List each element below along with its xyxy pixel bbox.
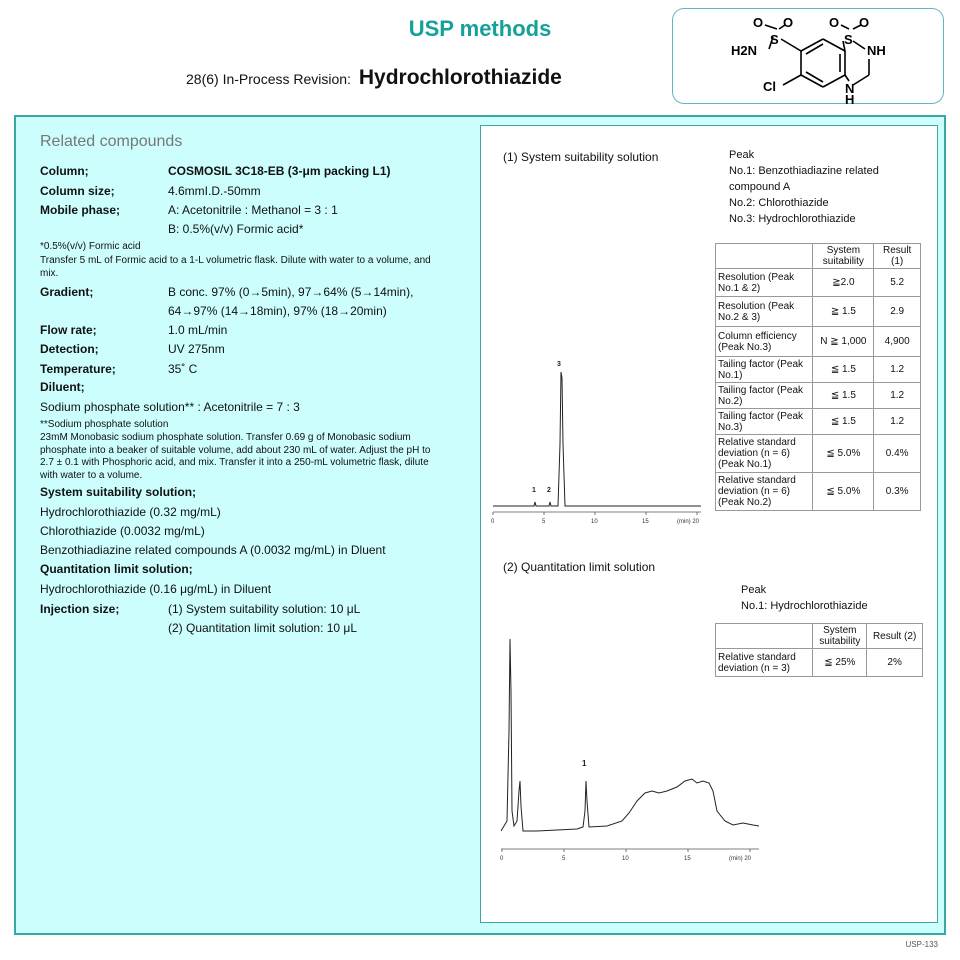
sss-line: Hydrochlorothiazide (0.32 mg/mL): [40, 505, 221, 519]
spec-value: UV 275nm: [168, 342, 225, 356]
spec-value: COSMOSIL 3C18-EB (3-μm packing L1): [168, 164, 391, 178]
peak-item: No.3: Hydrochlorothiazide: [729, 213, 856, 225]
struct-label: S: [770, 32, 779, 47]
axis-tick: 10: [591, 519, 598, 525]
table-cell: ≦ 25%: [813, 649, 867, 677]
table-cell: 5.2: [874, 269, 921, 297]
table-cell: Tailing factor (Peak No.1): [716, 357, 813, 383]
struct-label: N: [845, 81, 855, 96]
axis-tick: 15: [684, 856, 691, 862]
struct-label: O: [753, 15, 764, 30]
axis-tick: (min) 20: [677, 519, 700, 525]
axis-tick: 15: [642, 519, 649, 525]
spec-value: 35˚ C: [168, 362, 198, 376]
sss-label: System suitability solution;: [40, 485, 197, 499]
axis-tick: 5: [562, 856, 566, 862]
spec-value: 4.6mmI.D.-50mm: [168, 184, 261, 198]
main-panel: [14, 115, 946, 935]
qls-label: Quantitation limit solution;: [40, 562, 193, 576]
spec-label: Gradient;: [40, 285, 94, 299]
chromatogram-box: [480, 125, 938, 923]
spec-value: (2) Quantitation limit solution: 10 μL: [168, 621, 358, 635]
spec-diluent-label: Diluent;: [40, 380, 85, 394]
structure-box: [672, 8, 944, 104]
struct-label: S: [844, 32, 853, 47]
peak-title: Peak: [741, 584, 767, 596]
table-cell: ≦ 1.5: [813, 383, 874, 409]
table-cell: ≧2.0: [813, 269, 874, 297]
spec-label: Flow rate;: [40, 323, 97, 337]
table-cell: Resolution (Peak No.1 & 2): [716, 269, 813, 297]
table-header: [716, 244, 813, 269]
peak-item: No.1: Benzothiadiazine related compound A: [729, 165, 879, 193]
table-row: [716, 327, 921, 357]
page-title: USP methods: [408, 16, 552, 41]
chrom2-heading: (2) Quantitation limit solution: [503, 560, 656, 574]
table-cell: ≦ 5.0%: [813, 473, 874, 511]
table-cell: 0.3%: [874, 473, 921, 511]
table-header: Result (2): [867, 624, 923, 649]
spec-value: (1) System suitability solution: 10 μL: [168, 602, 361, 616]
compound-name: Hydrochlorothiazide: [358, 66, 562, 89]
peak-title: Peak: [729, 149, 755, 161]
peak-item: No.2: Chlorothiazide: [729, 197, 829, 209]
chrom1-peak-info: [729, 147, 909, 227]
table-cell: N ≧ 1,000: [813, 327, 874, 357]
table-cell: 2.9: [874, 297, 921, 327]
struct-label: Cl: [763, 79, 776, 94]
subtitle-prefix: 28(6) In-Process Revision:: [186, 71, 351, 87]
table-cell: 1.2: [874, 409, 921, 435]
peak-label: 3: [557, 361, 561, 368]
page-code: USP-133: [905, 940, 938, 949]
note-sodium-text: 23mM Monobasic sodium phosphate solution. Transfer 0.69 g of Monobasic sodium phosphate into a beaker of suitable volume, add about 230 mL of water. Adjust the pH to 2.7 ± 0.1 with Phosphoric acid, and mix. Transfer it into a 250-mL volumetric flask, dilute with water to a volume.: [40, 432, 431, 481]
table-row: [716, 269, 921, 297]
spec-value: 64→97% (14→18min), 97% (18→20min): [168, 304, 387, 318]
spec-label: Mobile phase;: [40, 203, 121, 217]
peak-label: 1: [582, 759, 587, 768]
section-title: Related compounds: [40, 133, 183, 150]
table-header: Result (1): [874, 244, 921, 269]
peak-label: 1: [532, 487, 536, 494]
table-cell: Relative standard deviation (n = 6) (Peak No.2): [716, 473, 813, 511]
table-header: System suitability: [813, 624, 867, 649]
table-row: [716, 297, 921, 327]
axis-tick: (min) 20: [729, 856, 752, 862]
table-cell: Tailing factor (Peak No.2): [716, 383, 813, 409]
axis-tick: 0: [491, 519, 495, 525]
spec-label: Temperature;: [40, 362, 116, 376]
page-subtitle: [186, 66, 562, 90]
table-cell: Relative standard deviation (n = 3): [716, 649, 813, 677]
table-row: [716, 435, 921, 473]
table-cell: ≦ 1.5: [813, 409, 874, 435]
struct-label: O: [859, 15, 870, 30]
note-formic-title: *0.5%(v/v) Formic acid: [40, 241, 141, 252]
axis-tick: 0: [500, 856, 504, 862]
table-header: System suitability: [813, 244, 874, 269]
qls-line: Hydrochlorothiazide (0.16 μg/mL) in Diluent: [40, 582, 272, 596]
chrom1-heading: (1) System suitability solution: [503, 150, 659, 164]
table-cell: 4,900: [874, 327, 921, 357]
table-cell: ≦ 5.0%: [813, 435, 874, 473]
struct-label: H2N: [731, 43, 758, 58]
table-row: [716, 383, 921, 409]
chromatogram-1: [489, 244, 709, 526]
table-row: [716, 357, 921, 383]
struct-label: O: [783, 15, 794, 30]
table-cell: ≦ 1.5: [813, 357, 874, 383]
struct-label: O: [829, 15, 840, 30]
note-sodium-title: **Sodium phosphate solution: [40, 419, 169, 430]
spec-value: B conc. 97% (0→5min), 97→64% (5→14min),: [168, 285, 414, 299]
spec-value: A: Acetonitrile : Methanol = 3 : 1: [168, 203, 338, 217]
table-cell: 0.4%: [874, 435, 921, 473]
spec-diluent-value: Sodium phosphate solution** : Acetonitrile = 7 : 3: [40, 400, 300, 414]
spec-value: B: 0.5%(v/v) Formic acid*: [168, 222, 304, 236]
table-cell: Resolution (Peak No.2 & 3): [716, 297, 813, 327]
table-header-row: [716, 244, 921, 269]
table-cell: 1.2: [874, 383, 921, 409]
spec-value: 1.0 mL/min: [168, 323, 228, 337]
sss-line: Benzothiadiazine related compounds A (0.0032 mg/mL) in Dluent: [40, 543, 386, 557]
spec-label: Column size;: [40, 184, 115, 198]
table-cell: Tailing factor (Peak No.3): [716, 409, 813, 435]
axis-tick: 5: [542, 519, 546, 525]
note-formic-text: Transfer 5 mL of Formic acid to a 1-L volumetric flask. Dilute with water to a volume, and mix.: [40, 255, 431, 279]
spec-label: Injection size;: [40, 602, 120, 616]
axis-tick: 10: [622, 856, 629, 862]
spec-label: Detection;: [40, 342, 99, 356]
table-cell: 1.2: [874, 357, 921, 383]
spec-label: Column;: [40, 164, 89, 178]
table-row: [716, 409, 921, 435]
struct-label: NH: [867, 43, 886, 58]
table-cell: Relative standard deviation (n = 6) (Peak No.1): [716, 435, 813, 473]
chrom2-peak-info: [741, 582, 921, 614]
table-row: [716, 473, 921, 511]
chromatogram-2: [497, 631, 767, 871]
chrom1-result-table: [715, 243, 921, 511]
peak-item: No.1: Hydrochlorothiazide: [741, 600, 868, 612]
struct-label: H: [845, 92, 855, 105]
peak-label: 2: [547, 487, 551, 494]
table-cell: Column efficiency (Peak No.3): [716, 327, 813, 357]
table-cell: 2%: [867, 649, 923, 677]
chemical-structure: [673, 9, 945, 105]
table-cell: ≧ 1.5: [813, 297, 874, 327]
sss-line: Chlorothiazide (0.0032 mg/mL): [40, 524, 205, 538]
